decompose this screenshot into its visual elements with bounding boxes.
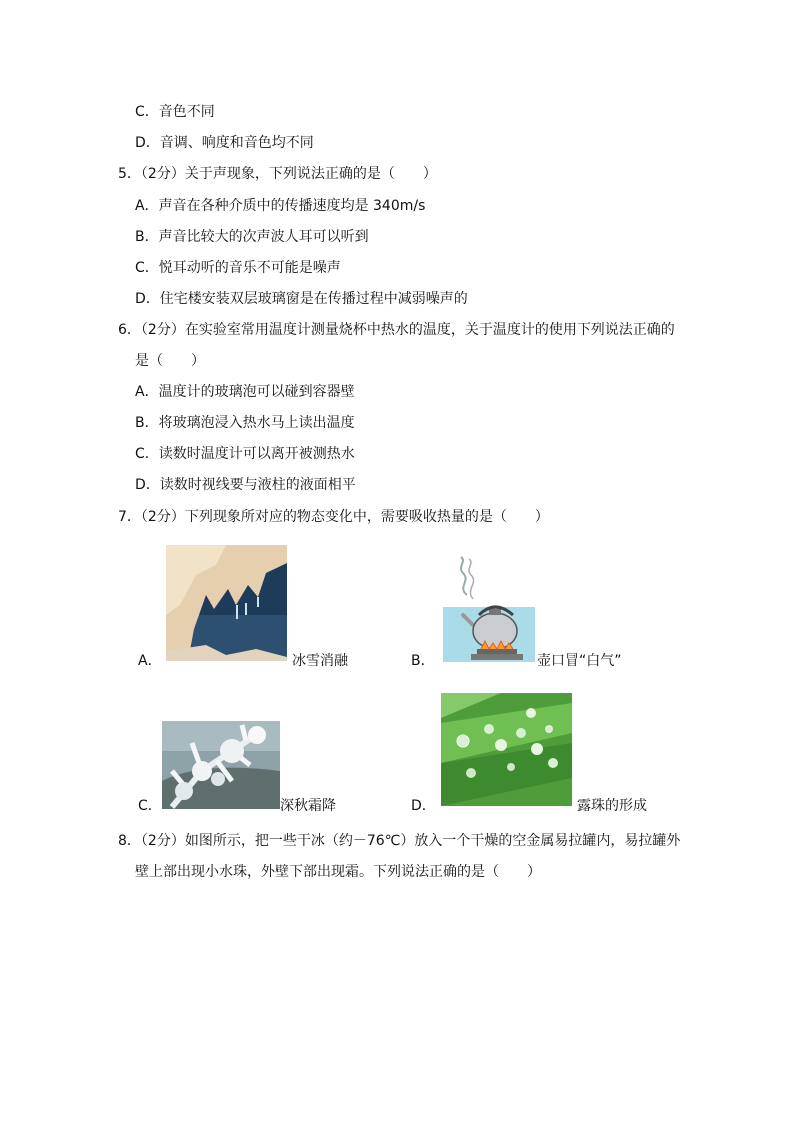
option-text: 读数时温度计可以离开被测热水 bbox=[158, 446, 355, 462]
q6-option-a bbox=[135, 382, 355, 402]
q8-stem-line1: 8．（2分）如图所示，把一些干冰（约－76℃）放入一个干燥的空金属易拉罐内，易拉罐外 bbox=[118, 833, 681, 849]
option-letter: D． bbox=[135, 135, 160, 151]
option-letter: D． bbox=[135, 477, 160, 493]
option-text: 声音在各种介质中的传播速度均是 340m/s bbox=[158, 198, 426, 214]
option-text: 悦耳动听的音乐不可能是噪声 bbox=[158, 260, 341, 276]
q5-option-d bbox=[135, 289, 468, 309]
option-letter: C． bbox=[135, 446, 159, 462]
prev-option-c bbox=[135, 102, 215, 122]
q5-option-b bbox=[135, 227, 369, 247]
q5-stem: 5．（2分）关于声现象，下列说法正确的是（ ） bbox=[118, 166, 437, 182]
option-text: 音色不同 bbox=[158, 104, 215, 120]
q8-stem-line2: 壁上部出现小水珠，外壁下部出现霜。下列说法正确的是（ ） bbox=[135, 864, 541, 880]
kettle-steam-illustration bbox=[437, 555, 535, 662]
prev-option-d bbox=[135, 133, 314, 153]
q7-option-a-caption: 冰雪消融 bbox=[292, 653, 348, 669]
q7-option-d-caption: 露珠的形成 bbox=[577, 798, 647, 814]
q6-option-d bbox=[135, 475, 356, 495]
option-letter: B． bbox=[135, 415, 159, 431]
option-text: 住宅楼安装双层玻璃窗是在传播过程中减弱噪声的 bbox=[159, 291, 468, 307]
q5-option-c bbox=[135, 258, 341, 278]
option-letter: A． bbox=[135, 198, 159, 214]
melting-ice-illustration bbox=[166, 545, 287, 661]
q6-option-c bbox=[135, 444, 355, 464]
q7-option-c-image bbox=[162, 721, 280, 809]
option-text: 音调、响度和音色均不同 bbox=[159, 135, 314, 151]
q5-option-a bbox=[135, 196, 425, 216]
q7-stem: 7．（2分）下列现象所对应的物态变化中，需要吸收热量的是（ ） bbox=[118, 509, 549, 525]
option-letter: C． bbox=[135, 260, 159, 276]
option-text: 将玻璃泡浸入热水马上读出温度 bbox=[158, 415, 355, 431]
q6-option-b bbox=[135, 413, 355, 433]
option-letter: C． bbox=[135, 104, 159, 120]
q7-option-c-caption: 深秋霜降 bbox=[280, 798, 336, 814]
option-letter: B． bbox=[135, 229, 159, 245]
q7-option-d-image bbox=[441, 693, 572, 806]
q7-option-c-letter: C． bbox=[138, 798, 162, 814]
option-letter: A． bbox=[135, 384, 159, 400]
q6-stem-line1: 6．（2分）在实验室常用温度计测量烧杯中热水的温度，关于温度计的使用下列说法正确的 bbox=[118, 322, 675, 338]
q7-option-a-letter: A． bbox=[138, 653, 162, 669]
dew-drops-illustration bbox=[441, 693, 572, 806]
option-letter: D． bbox=[135, 291, 160, 307]
option-text: 声音比较大的次声波人耳可以听到 bbox=[158, 229, 369, 245]
q7-option-d-letter: D． bbox=[411, 798, 436, 814]
q7-option-a-image bbox=[166, 545, 287, 661]
option-text: 温度计的玻璃泡可以碰到容器壁 bbox=[158, 384, 355, 400]
q7-option-b-letter: B． bbox=[411, 653, 435, 669]
q7-option-b-caption: 壶口冒“白气” bbox=[537, 653, 622, 669]
option-text: 读数时视线要与液柱的液面相平 bbox=[159, 477, 356, 493]
q6-stem-line2: 是（ ） bbox=[135, 353, 205, 369]
q7-option-b-image bbox=[437, 555, 535, 662]
frost-branches-illustration bbox=[162, 721, 280, 809]
